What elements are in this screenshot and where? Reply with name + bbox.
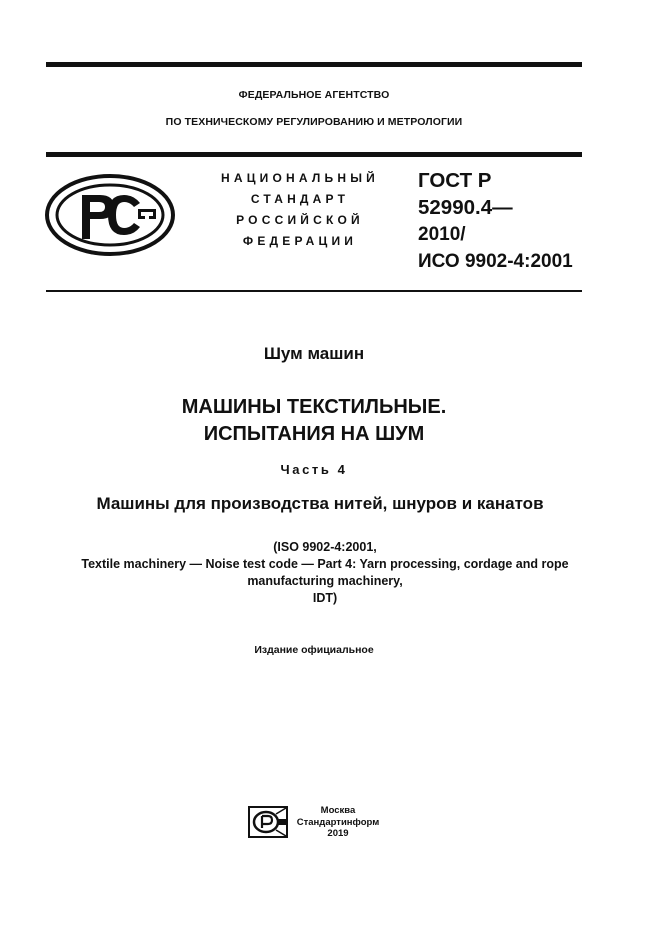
national-line-2: СТАНДАРТ (250, 192, 350, 206)
series-title: Шум машин (263, 344, 365, 363)
designation-line-4: ИСО 9902-4:2001 (418, 251, 573, 272)
national-line-4: ФЕДЕРАЦИИ (242, 234, 358, 248)
main-title (46, 394, 582, 448)
iso-line-4: IDT) (312, 591, 338, 605)
iso-reference (20, 539, 630, 607)
iso-line-1: (ISO 9902-4:2001, (273, 540, 377, 554)
title-separator-rule (46, 290, 582, 292)
top-rule (46, 62, 582, 67)
agency-name-line1: ФЕДЕРАЛЬНОЕ АГЕНТСТВО (238, 89, 390, 101)
main-title-line-2: ИСПЫТАНИЯ НА ШУМ (203, 423, 425, 445)
gost-r-logo-icon (44, 173, 176, 257)
designation-line-3: 2010/ (418, 224, 466, 245)
publisher-logo-icon (248, 806, 288, 838)
agency-name-line2: ПО ТЕХНИЧЕСКОМУ РЕГУЛИРОВАНИЮ И МЕТРОЛОГИИ (165, 116, 463, 128)
national-line-3: РОССИЙСКОЙ (236, 213, 364, 227)
edition-label: Издание официальное (254, 644, 374, 656)
national-standard-label (200, 168, 400, 252)
publisher-year: 2019 (327, 828, 349, 839)
header-rule (46, 152, 582, 157)
designation-line-2: 52990.4— (418, 196, 513, 219)
publisher-info (290, 805, 386, 840)
main-title-line-1: МАШИНЫ ТЕКСТИЛЬНЫЕ. (181, 396, 447, 418)
part-label: Часть 4 (280, 462, 348, 477)
national-line-1: НАЦИОНАЛЬНЫЙ (220, 171, 380, 185)
publisher-name: Стандартинформ (296, 816, 380, 828)
designation-line-1: ГОСТ Р (418, 169, 492, 192)
standard-designation (418, 167, 598, 275)
publisher-city: Москва (320, 805, 356, 816)
iso-line-2: Textile machinery — Noise test code — Part 4: Yarn processing, cordage and rope (81, 557, 569, 571)
iso-line-3: manufacturing machinery, (247, 574, 403, 588)
part-subtitle: Машины для производства нитей, шнуров и канатов (96, 494, 544, 513)
